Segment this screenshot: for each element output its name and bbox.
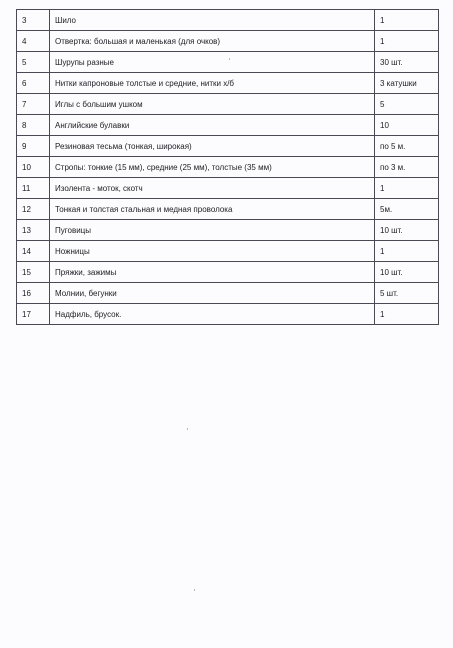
table-row <box>17 73 439 94</box>
table-row <box>17 220 439 241</box>
row-number: 11 <box>17 178 50 199</box>
item-quantity: 1 <box>375 10 439 31</box>
row-number: 10 <box>17 157 50 178</box>
row-number: 7 <box>17 94 50 115</box>
item-quantity: 10 шт. <box>375 220 439 241</box>
equipment-table-body <box>17 10 439 325</box>
row-number: 8 <box>17 115 50 136</box>
item-quantity: 5 <box>375 94 439 115</box>
row-number: 4 <box>17 31 50 52</box>
item-quantity: 10 шт. <box>375 262 439 283</box>
item-name: Молнии, бегунки <box>50 283 375 304</box>
table-row <box>17 136 439 157</box>
item-quantity: по 3 м. <box>375 157 439 178</box>
table-row <box>17 262 439 283</box>
row-number: 3 <box>17 10 50 31</box>
item-quantity: 10 <box>375 115 439 136</box>
item-name: Нитки капроновые толстые и средние, нитки х/б <box>50 73 375 94</box>
row-number: 6 <box>17 73 50 94</box>
item-quantity: 3 катушки <box>375 73 439 94</box>
table-row <box>17 31 439 52</box>
item-quantity: по 5 м. <box>375 136 439 157</box>
table-row <box>17 199 439 220</box>
item-name: Изолента - моток, скотч <box>50 178 375 199</box>
row-number: 12 <box>17 199 50 220</box>
item-quantity: 1 <box>375 31 439 52</box>
table-row <box>17 283 439 304</box>
scan-speck <box>187 428 188 430</box>
table-row <box>17 115 439 136</box>
row-number: 14 <box>17 241 50 262</box>
item-name: Ножницы <box>50 241 375 262</box>
item-name: Иглы с большим ушком <box>50 94 375 115</box>
row-number: 13 <box>17 220 50 241</box>
item-name: Шурупы разные <box>50 52 375 73</box>
row-number: 15 <box>17 262 50 283</box>
scan-speck <box>229 58 230 60</box>
table-row <box>17 94 439 115</box>
item-name: Английские булавки <box>50 115 375 136</box>
table-row <box>17 241 439 262</box>
item-name: Отвертка: большая и маленькая (для очков) <box>50 31 375 52</box>
item-name: Тонкая и толстая стальная и медная проволока <box>50 199 375 220</box>
item-name: Пуговицы <box>50 220 375 241</box>
item-quantity: 1 <box>375 241 439 262</box>
row-number: 9 <box>17 136 50 157</box>
table-row <box>17 157 439 178</box>
item-quantity: 5 шт. <box>375 283 439 304</box>
equipment-table <box>16 9 439 325</box>
table-row <box>17 52 439 73</box>
item-quantity: 30 шт. <box>375 52 439 73</box>
table-row <box>17 10 439 31</box>
table-row <box>17 178 439 199</box>
item-quantity: 5м. <box>375 199 439 220</box>
row-number: 5 <box>17 52 50 73</box>
row-number: 16 <box>17 283 50 304</box>
item-name: Резиновая тесьма (тонкая, широкая) <box>50 136 375 157</box>
item-quantity: 1 <box>375 178 439 199</box>
item-name: Надфиль, брусок. <box>50 304 375 325</box>
item-name: Стропы: тонкие (15 мм), средние (25 мм), толстые (35 мм) <box>50 157 375 178</box>
item-name: Пряжки, зажимы <box>50 262 375 283</box>
row-number: 17 <box>17 304 50 325</box>
table-row <box>17 304 439 325</box>
item-name: Шило <box>50 10 375 31</box>
item-quantity: 1 <box>375 304 439 325</box>
scan-speck <box>194 589 195 591</box>
